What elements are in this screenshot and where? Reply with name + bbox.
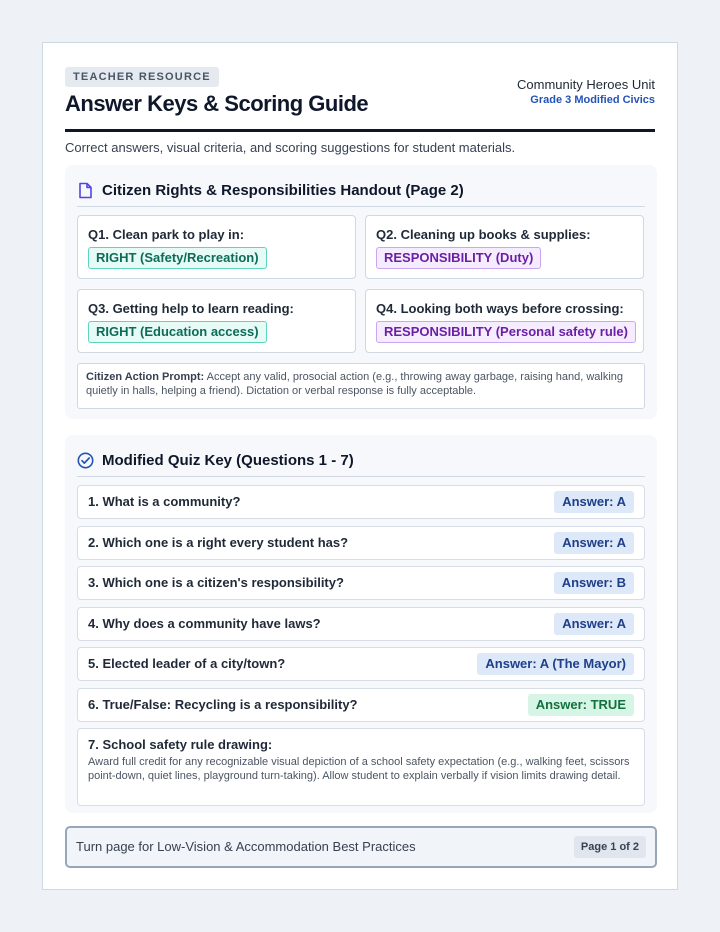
quiz-question: 1. What is a community?	[88, 494, 241, 509]
quiz-row-5	[77, 647, 645, 681]
quiz-question: 4. Why does a community have laws?	[88, 616, 321, 631]
card-answer-badge: RESPONSIBILITY (Personal safety rule)	[376, 321, 636, 343]
page-footer	[65, 826, 657, 868]
handout-header	[77, 175, 645, 207]
quiz-row-7	[77, 728, 645, 806]
title-divider	[65, 129, 655, 132]
answer-key-page	[42, 42, 678, 890]
handout-card-q1	[77, 215, 356, 279]
resource-tag: TEACHER RESOURCE	[65, 67, 219, 87]
quiz-question: 5. Elected leader of a city/town?	[88, 656, 286, 671]
handout-card-q4	[365, 289, 644, 353]
card-question: Q1. Clean park to play in:	[88, 227, 245, 242]
card-answer-badge: RIGHT (Education access)	[88, 321, 267, 343]
quiz-question: 3. Which one is a citizen's responsibility?	[88, 575, 344, 590]
card-answer-badge: RIGHT (Safety/Recreation)	[88, 247, 267, 269]
handout-title: Citizen Rights & Responsibilities Handout (Page 2)	[102, 182, 464, 199]
quiz-panel	[65, 435, 657, 813]
quiz-question: 2. Which one is a right every student has?	[88, 535, 349, 550]
quiz-row-3	[77, 566, 645, 600]
document-icon	[77, 182, 94, 199]
quiz-row-1	[77, 485, 645, 519]
quiz-answer-badge: Answer: A	[554, 532, 634, 554]
unit-name: Community Heroes Unit	[517, 77, 655, 92]
handout-panel	[65, 165, 657, 419]
footer-note: Turn page for Low-Vision & Accommodation Best Practices	[76, 839, 416, 854]
handout-card-q3	[77, 289, 356, 353]
quiz-row-2	[77, 526, 645, 560]
check-circle-icon	[77, 452, 94, 469]
quiz-question: 6. True/False: Recycling is a responsibility?	[88, 697, 358, 712]
prompt-text: Accept any valid, prosocial action (e.g., throwing away garbage, raising hand, walking quietly in halls, helping a friend). Dictation or verbal response is fully acceptable.	[86, 371, 624, 397]
quiz-question: 7. School safety rule drawing:	[88, 737, 273, 752]
page-title: Answer Keys & Scoring Guide	[65, 91, 369, 116]
intro-text: Correct answers, visual criteria, and scoring suggestions for student materials.	[65, 140, 516, 155]
page-number-badge: Page 1 of 2	[574, 836, 646, 858]
prompt-label: Citizen Action Prompt:	[86, 371, 205, 383]
unit-grade: Grade 3 Modified Civics	[530, 94, 655, 106]
card-question: Q2. Cleaning up books & supplies:	[376, 227, 591, 242]
quiz-answer-badge: Answer: A	[554, 613, 634, 635]
quiz-title: Modified Quiz Key (Questions 1 - 7)	[102, 452, 354, 469]
quiz-q7-criteria: Award full credit for any recognizable visual depiction of a school safety expectation (e.g., walking feet, scissors point-down, quiet lines, playground turn-taking). Allow student to explain verbally if vision limits drawing detail.	[88, 756, 630, 782]
handout-card-q2	[365, 215, 644, 279]
citizen-action-prompt	[77, 363, 645, 409]
quiz-answer-badge: Answer: TRUE	[528, 694, 634, 716]
quiz-answer-badge: Answer: A	[554, 491, 634, 513]
card-question: Q4. Looking both ways before crossing:	[376, 301, 624, 316]
quiz-row-6	[77, 688, 645, 722]
card-answer-badge: RESPONSIBILITY (Duty)	[376, 247, 541, 269]
quiz-answer-badge: Answer: B	[554, 572, 634, 594]
quiz-answer-badge: Answer: A (The Mayor)	[477, 653, 634, 675]
card-question: Q3. Getting help to learn reading:	[88, 301, 294, 316]
quiz-header	[77, 445, 645, 477]
quiz-row-4	[77, 607, 645, 641]
